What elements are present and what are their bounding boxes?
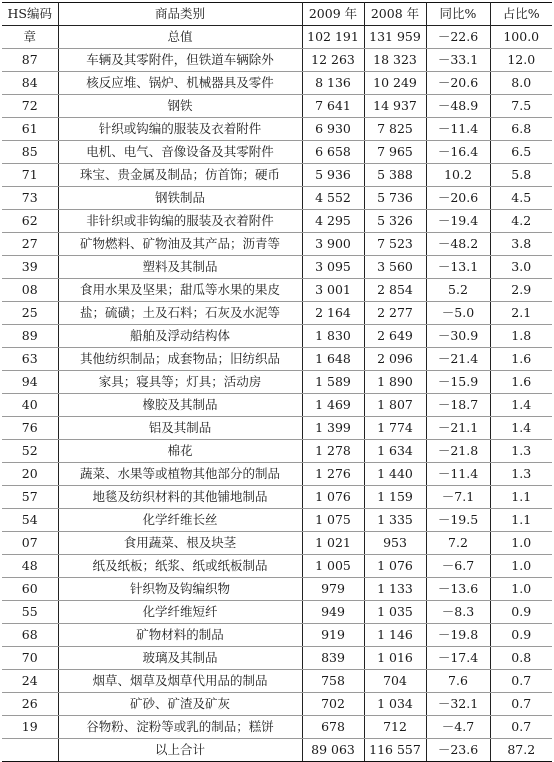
cell-value-2008: 1 890 [364,371,426,394]
table-row [2,532,552,555]
header-category: 商品类别 [58,3,302,26]
cell-hs-code: 55 [2,601,58,624]
trade-table [2,2,552,762]
cell-yoy: 7.2 [426,532,490,555]
cell-share: 1.3 [490,463,552,486]
cell-share: 0.7 [490,670,552,693]
table-row [2,348,552,371]
cell-share: 2.9 [490,279,552,302]
cell-hs-code: 63 [2,348,58,371]
cell-category: 其他纺织制品；成套物品；旧纺织品 [58,348,302,371]
cell-category: 塑料及其制品 [58,256,302,279]
cell-share: 6.5 [490,141,552,164]
table-row [2,716,552,739]
cell-value-2009: 102 191 [302,26,364,49]
cell-value-2009: 4 552 [302,187,364,210]
cell-value-2009: 1 021 [302,532,364,555]
cell-category: 橡胶及其制品 [58,394,302,417]
cell-value-2009: 2 164 [302,302,364,325]
cell-category: 矿砂、矿渣及矿灰 [58,693,302,716]
cell-yoy: 7.6 [426,670,490,693]
cell-value-2008: 1 133 [364,578,426,601]
cell-yoy: －32.1 [426,693,490,716]
cell-value-2008: 116 557 [364,739,426,762]
cell-value-2009: 702 [302,693,364,716]
cell-hs-code: 27 [2,233,58,256]
cell-yoy: －13.1 [426,256,490,279]
cell-yoy: －8.3 [426,601,490,624]
cell-share: 0.7 [490,693,552,716]
cell-yoy: －23.6 [426,739,490,762]
cell-value-2008: 1 634 [364,440,426,463]
table-row [2,325,552,348]
cell-value-2009: 3 001 [302,279,364,302]
cell-value-2008: 1 774 [364,417,426,440]
cell-value-2009: 3 095 [302,256,364,279]
table-row [2,624,552,647]
table-row [2,601,552,624]
table-row [2,118,552,141]
cell-value-2009: 1 005 [302,555,364,578]
cell-yoy: －15.9 [426,371,490,394]
cell-value-2008: 1 440 [364,463,426,486]
cell-yoy: －11.4 [426,463,490,486]
cell-share: 0.8 [490,647,552,670]
table-row [2,739,552,762]
cell-value-2009: 1 399 [302,417,364,440]
cell-yoy: －19.8 [426,624,490,647]
header-yoy: 同比% [426,3,490,26]
cell-value-2008: 2 096 [364,348,426,371]
table-row [2,371,552,394]
cell-share: 1.3 [490,440,552,463]
table-row [2,578,552,601]
table-row [2,670,552,693]
cell-value-2008: 953 [364,532,426,555]
cell-share: 7.5 [490,95,552,118]
cell-hs-code: 52 [2,440,58,463]
cell-share: 4.2 [490,210,552,233]
cell-share: 6.8 [490,118,552,141]
table-row [2,463,552,486]
cell-value-2008: 14 937 [364,95,426,118]
cell-share: 4.5 [490,187,552,210]
cell-category: 钢铁 [58,95,302,118]
cell-share: 87.2 [490,739,552,762]
cell-yoy: －19.5 [426,509,490,532]
cell-hs-code [2,739,58,762]
cell-yoy: －33.1 [426,49,490,72]
cell-value-2008: 5 326 [364,210,426,233]
table-row [2,440,552,463]
cell-value-2008: 1 159 [364,486,426,509]
cell-value-2009: 1 076 [302,486,364,509]
table-row [2,417,552,440]
cell-category: 家具；寝具等；灯具；活动房 [58,371,302,394]
cell-value-2008: 18 323 [364,49,426,72]
table-row [2,210,552,233]
cell-category: 盐；硫磺；土及石料；石灰及水泥等 [58,302,302,325]
cell-yoy: －20.6 [426,187,490,210]
cell-share: 1.4 [490,417,552,440]
cell-share: 3.8 [490,233,552,256]
table-row [2,486,552,509]
cell-category: 蔬菜、水果等或植物其他部分的制品 [58,463,302,486]
cell-value-2009: 4 295 [302,210,364,233]
cell-share: 2.1 [490,302,552,325]
cell-value-2008: 10 249 [364,72,426,95]
cell-hs-code: 20 [2,463,58,486]
cell-value-2009: 6 930 [302,118,364,141]
cell-category: 车辆及其零附件，但铁道车辆除外 [58,49,302,72]
cell-value-2008: 7 825 [364,118,426,141]
cell-category: 铝及其制品 [58,417,302,440]
cell-hs-code: 24 [2,670,58,693]
table-row [2,394,552,417]
cell-value-2009: 678 [302,716,364,739]
cell-value-2009: 1 276 [302,463,364,486]
cell-value-2008: 1 034 [364,693,426,716]
cell-share: 1.6 [490,348,552,371]
cell-value-2009: 758 [302,670,364,693]
cell-hs-code: 87 [2,49,58,72]
cell-category: 化学纤维短纤 [58,601,302,624]
cell-yoy: －48.9 [426,95,490,118]
table-row [2,302,552,325]
cell-share: 0.7 [490,716,552,739]
cell-category: 船舶及浮动结构体 [58,325,302,348]
cell-hs-code: 26 [2,693,58,716]
header-share: 占比% [490,3,552,26]
cell-hs-code: 07 [2,532,58,555]
cell-category: 针织物及钩编织物 [58,578,302,601]
cell-category: 珠宝、贵金属及制品；仿首饰；硬币 [58,164,302,187]
cell-value-2009: 949 [302,601,364,624]
table-row [2,647,552,670]
cell-yoy: －21.4 [426,348,490,371]
cell-share: 1.0 [490,555,552,578]
table-row [2,49,552,72]
cell-share: 3.0 [490,256,552,279]
table-row [2,693,552,716]
cell-category: 矿物燃料、矿物油及其产品；沥青等 [58,233,302,256]
header-row [2,3,552,26]
cell-hs-code: 68 [2,624,58,647]
cell-value-2009: 6 658 [302,141,364,164]
cell-category: 地毯及纺织材料的其他铺地制品 [58,486,302,509]
cell-yoy: －18.7 [426,394,490,417]
cell-value-2009: 1 075 [302,509,364,532]
cell-value-2008: 2 277 [364,302,426,325]
cell-hs-code: 61 [2,118,58,141]
cell-hs-code: 85 [2,141,58,164]
cell-hs-code: 94 [2,371,58,394]
cell-category: 电机、电气、音像设备及其零附件 [58,141,302,164]
cell-category: 非针织或非钩编的服装及衣着附件 [58,210,302,233]
table-row [2,256,552,279]
table-row [2,164,552,187]
cell-value-2009: 7 641 [302,95,364,118]
cell-category: 以上合计 [58,739,302,762]
cell-share: 1.6 [490,371,552,394]
cell-hs-code: 章 [2,26,58,49]
cell-category: 纸及纸板；纸浆、纸或纸板制品 [58,555,302,578]
cell-hs-code: 39 [2,256,58,279]
cell-hs-code: 48 [2,555,58,578]
cell-share: 5.8 [490,164,552,187]
cell-value-2009: 1 648 [302,348,364,371]
cell-value-2009: 1 830 [302,325,364,348]
cell-share: 1.4 [490,394,552,417]
cell-category: 核反应堆、锅炉、机械器具及零件 [58,72,302,95]
cell-value-2008: 3 560 [364,256,426,279]
cell-value-2009: 979 [302,578,364,601]
cell-value-2009: 1 469 [302,394,364,417]
cell-category: 食用水果及坚果；甜瓜等水果的果皮 [58,279,302,302]
cell-share: 1.0 [490,532,552,555]
cell-yoy: －20.6 [426,72,490,95]
header-2009: 2009 年 [302,3,364,26]
cell-value-2008: 2 854 [364,279,426,302]
cell-category: 钢铁制品 [58,187,302,210]
cell-value-2009: 12 263 [302,49,364,72]
cell-yoy: －16.4 [426,141,490,164]
cell-value-2008: 7 523 [364,233,426,256]
cell-value-2008: 2 649 [364,325,426,348]
table-row [2,509,552,532]
cell-hs-code: 08 [2,279,58,302]
cell-value-2009: 5 936 [302,164,364,187]
cell-value-2009: 8 136 [302,72,364,95]
cell-hs-code: 40 [2,394,58,417]
cell-hs-code: 76 [2,417,58,440]
cell-hs-code: 72 [2,95,58,118]
cell-category: 棉花 [58,440,302,463]
table-row [2,95,552,118]
cell-yoy: －6.7 [426,555,490,578]
cell-value-2008: 1 335 [364,509,426,532]
cell-yoy: －11.4 [426,118,490,141]
cell-hs-code: 89 [2,325,58,348]
cell-hs-code: 84 [2,72,58,95]
cell-share: 0.9 [490,601,552,624]
cell-share: 1.1 [490,509,552,532]
cell-value-2009: 1 278 [302,440,364,463]
table-row [2,233,552,256]
cell-value-2008: 1 016 [364,647,426,670]
cell-yoy: 10.2 [426,164,490,187]
cell-share: 12.0 [490,49,552,72]
cell-value-2009: 1 589 [302,371,364,394]
cell-value-2009: 839 [302,647,364,670]
cell-value-2008: 5 736 [364,187,426,210]
cell-hs-code: 54 [2,509,58,532]
cell-hs-code: 70 [2,647,58,670]
cell-hs-code: 62 [2,210,58,233]
cell-hs-code: 57 [2,486,58,509]
cell-category: 烟草、烟草及烟草代用品的制品 [58,670,302,693]
header-hs-code: HS编码 [2,3,58,26]
cell-share: 1.0 [490,578,552,601]
cell-share: 0.9 [490,624,552,647]
table-row [2,187,552,210]
header-2008: 2008 年 [364,3,426,26]
cell-yoy: －7.1 [426,486,490,509]
cell-yoy: －5.0 [426,302,490,325]
cell-yoy: －17.4 [426,647,490,670]
table-row [2,555,552,578]
cell-value-2008: 1 035 [364,601,426,624]
cell-share: 100.0 [490,26,552,49]
cell-hs-code: 71 [2,164,58,187]
table-row [2,141,552,164]
cell-category: 谷物粉、淀粉等或乳的制品；糕饼 [58,716,302,739]
cell-value-2009: 3 900 [302,233,364,256]
cell-value-2009: 919 [302,624,364,647]
cell-value-2009: 89 063 [302,739,364,762]
cell-category: 化学纤维长丝 [58,509,302,532]
cell-category: 食用蔬菜、根及块茎 [58,532,302,555]
cell-value-2008: 712 [364,716,426,739]
cell-value-2008: 5 388 [364,164,426,187]
table-row [2,26,552,49]
cell-category: 矿物材料的制品 [58,624,302,647]
table-body [2,26,552,762]
cell-value-2008: 1 807 [364,394,426,417]
cell-value-2008: 1 076 [364,555,426,578]
cell-value-2008: 131 959 [364,26,426,49]
cell-hs-code: 60 [2,578,58,601]
cell-yoy: －4.7 [426,716,490,739]
cell-share: 1.1 [490,486,552,509]
cell-hs-code: 19 [2,716,58,739]
cell-yoy: －21.8 [426,440,490,463]
cell-category: 玻璃及其制品 [58,647,302,670]
cell-value-2008: 1 146 [364,624,426,647]
cell-value-2008: 704 [364,670,426,693]
cell-yoy: 5.2 [426,279,490,302]
cell-category: 针织或钩编的服装及衣着附件 [58,118,302,141]
cell-share: 1.8 [490,325,552,348]
table-row [2,279,552,302]
table-row [2,72,552,95]
cell-yoy: －19.4 [426,210,490,233]
cell-yoy: －30.9 [426,325,490,348]
cell-yoy: －13.6 [426,578,490,601]
cell-hs-code: 73 [2,187,58,210]
cell-share: 8.0 [490,72,552,95]
cell-hs-code: 25 [2,302,58,325]
cell-value-2008: 7 965 [364,141,426,164]
cell-yoy: －22.6 [426,26,490,49]
cell-yoy: －21.1 [426,417,490,440]
cell-category: 总值 [58,26,302,49]
cell-yoy: －48.2 [426,233,490,256]
